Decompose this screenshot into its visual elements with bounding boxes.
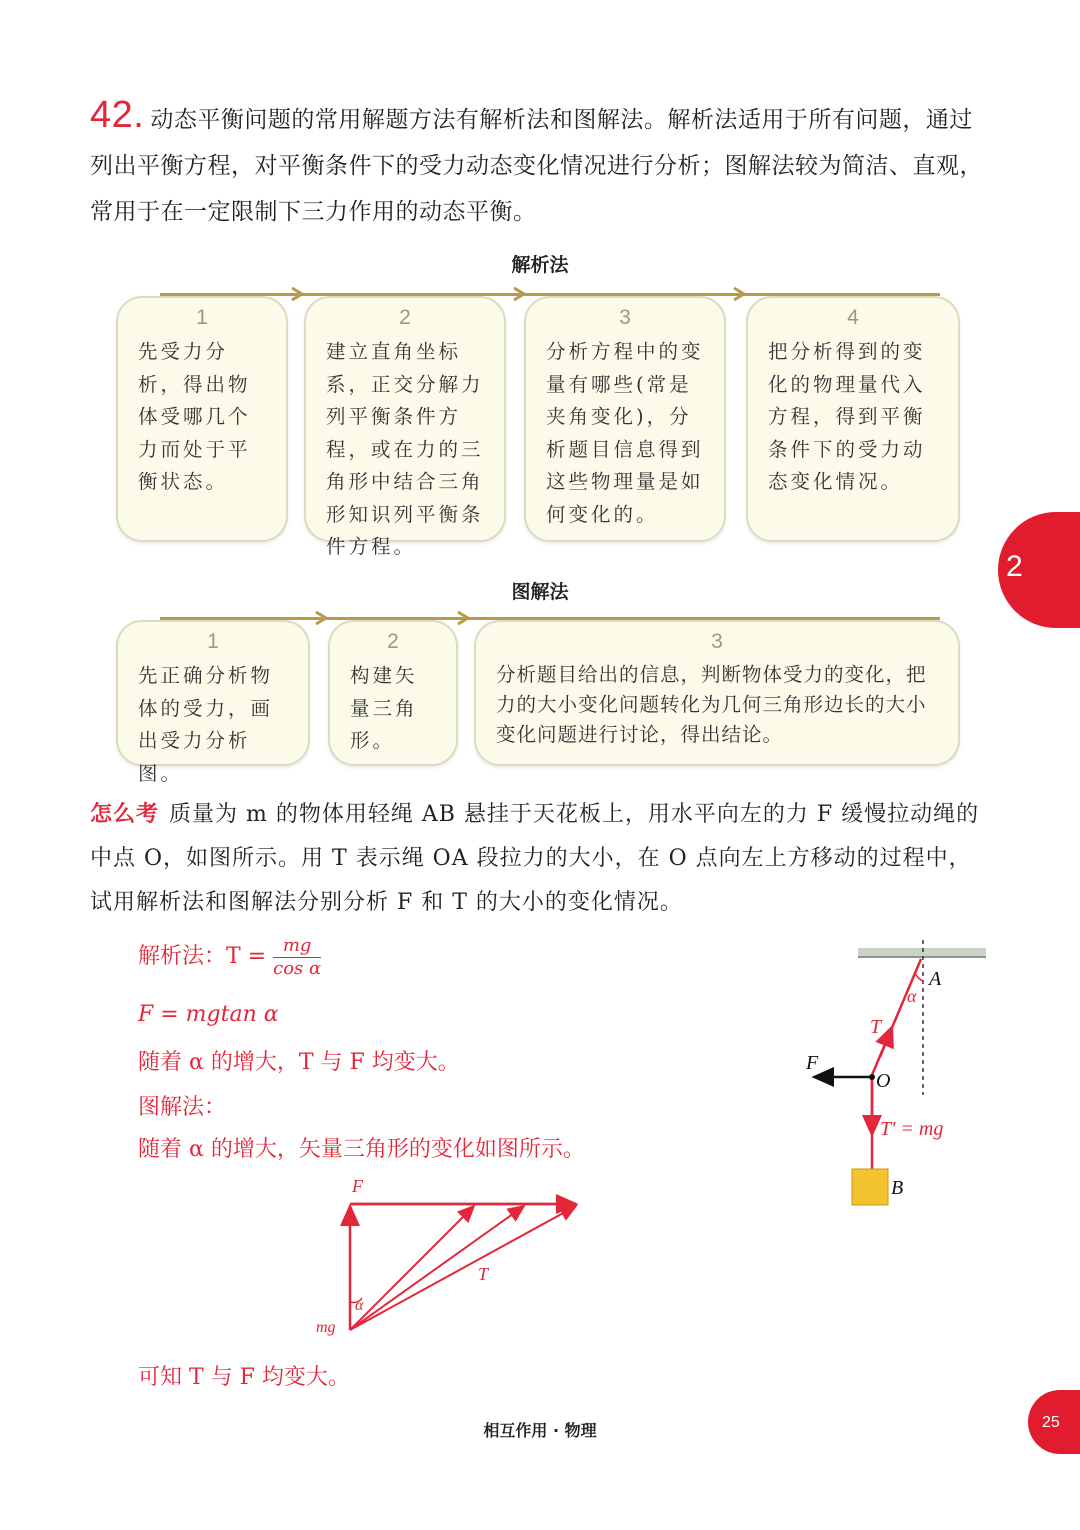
label-O: O (876, 1070, 891, 1092)
label-alpha: α (907, 986, 917, 1006)
answer-line-5: 随着 α 的增大，矢量三角形的变化如图所示。 (138, 1137, 585, 1162)
answer-line-2: F = mgtan α (138, 1002, 279, 1027)
point-O (869, 1074, 875, 1080)
label-F: F (806, 1052, 819, 1074)
step-number: 2 (387, 630, 399, 653)
step-number: 4 (847, 306, 859, 329)
question-label: 怎么考 (90, 801, 160, 827)
label-alpha: α (355, 1297, 364, 1314)
label-mg: mg (316, 1319, 336, 1336)
graphic-step-2 (328, 620, 458, 766)
label-T: T (870, 1016, 882, 1038)
analytic-step-4 (746, 296, 960, 542)
intro-paragraph (90, 92, 990, 235)
graphic-step-1 (116, 620, 310, 785)
fraction-numerator: mg (273, 935, 321, 958)
label-T-prime: T' = mg (880, 1118, 944, 1140)
question-text: 质量为 m 的物体用轻绳 AB 悬挂于天花板上，用水平向左的力 F 缓慢拉动绳的中点 O，如图所示。用 T 表示绳 OA 段拉力的大小，在 O 点向左上方移动的过程中，试用解析法和图解法分别分析 F 和 T 的大小的变化情况。 (90, 802, 980, 915)
page-number: 25 (1042, 1414, 1060, 1431)
label-B: B (891, 1177, 904, 1199)
step-text: 先受力分析，得出物体受哪几个力而处于平衡状态。 (138, 340, 251, 493)
chapter-number: 2 (1006, 550, 1023, 583)
answer-line-4: 图解法： (138, 1095, 227, 1120)
step-number: 3 (619, 306, 631, 329)
label-F: F (352, 1176, 363, 1196)
step-number: 1 (196, 306, 208, 329)
tension-T-arrow (880, 1027, 892, 1057)
analytic-title: 解析法 (511, 254, 569, 276)
step-text: 分析题目给出的信息，判断物体受力的变化，把力的大小变化问题转化为几何三角形边长的大小变化问题进行讨论，得出结论。 (496, 663, 927, 746)
step-number: 1 (207, 630, 219, 653)
step-text: 构建矢量三角形。 (350, 664, 418, 752)
graphic-title: 图解法 (511, 581, 569, 603)
vector-T-2 (350, 1206, 524, 1330)
vector-triangle-diagram (300, 1170, 600, 1350)
step-text: 先正确分析物体的受力，画出受力分析图。 (138, 664, 274, 785)
graphic-step-3 (474, 620, 960, 766)
fraction-denominator: cos α (273, 957, 322, 979)
step-number: 2 (399, 306, 411, 329)
answer-line-6: 可知 T 与 F 均变大。 (138, 1365, 350, 1390)
step-text: 分析方程中的变量有哪些(常是夹角变化)，分析题目信息得到这些物理量是如何变化的。 (546, 340, 704, 526)
question (90, 792, 990, 925)
answer-line-3: 随着 α 的增大，T 与 F 均变大。 (138, 1050, 460, 1075)
analytic-step-2 (304, 296, 506, 558)
force-diagram (790, 935, 1000, 1225)
step-text: 建立直角坐标系，正交分解力列平衡条件方程，或在力的三角形中结合三角形知识列平衡条件方程。 (326, 340, 484, 558)
vector-T-3 (350, 1206, 576, 1330)
label-A: A (929, 968, 942, 990)
block-B (852, 1169, 888, 1205)
step-number: 3 (711, 630, 723, 653)
question-number: 42. (90, 94, 145, 136)
label-T: T (478, 1264, 489, 1284)
step-text: 把分析得到的变化的物理量代入方程，得到平衡条件下的受力动态变化情况。 (768, 340, 926, 493)
footer-title: 相互作用 · 物理 (483, 1421, 597, 1440)
answer-line-1 (138, 932, 321, 982)
analytic-step-3 (524, 296, 726, 542)
vector-T-1 (350, 1206, 474, 1330)
answer-prefix: 解析法：T = (138, 944, 267, 969)
analytic-step-1 (116, 296, 288, 542)
fraction (273, 935, 321, 980)
intro-text: 动态平衡问题的常用解题方法有解析法和图解法。解析法适用于所有问题，通过列出平衡方程，对平衡条件下的受力动态变化情况进行分析；图解法较为简洁、直观，常用于在一定限制下三力作用的动态平衡。 (90, 107, 983, 225)
